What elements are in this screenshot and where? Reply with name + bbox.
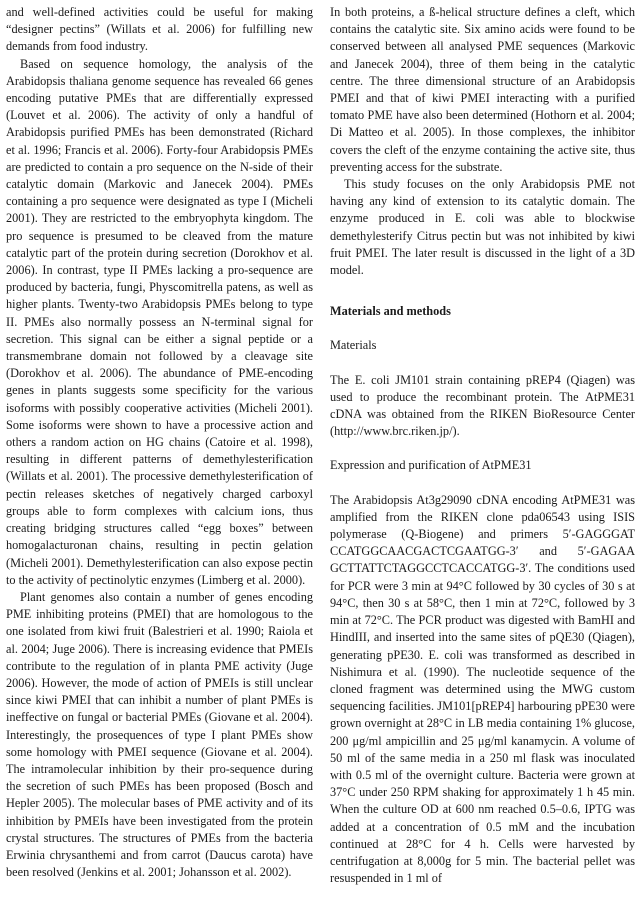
- right-paragraph-4: The Arabidopsis At3g29090 cDNA encoding AtPME31 was amplified from the RIKEN clone pda06543 using ISIS polymerase (Q-Biogene) and primers 5′-GAGGGAT CCATGGCAACGACTCGAATGG-3′ and 5′-GAGAA GCTTATTCTAGGCCTCACCATGG-3′. The conditions used for PCR were 3 min at 94°C followed by 30 cycles of 30 s at 94°C, then 30 s at 58°C, then 1 min at 72°C, followed by 3 min at 72°C. The PCR product was digested with BamHI and HindIII, and inserted into the same sites of pQE30 (Qiagen), generating pPE30. E. coli was transformed as described in Nishimura et al. (1990). The nucleotide sequence of the cloned fragment was determined using the MWG custom sequencing facilities. JM101[pREP4] harbouring pPE30 were grown overnight at 28°C in LB media containing 1% glucose, 200 μg/ml ampicillin and 25 μg/ml kanamycin. A volume of 50 ml of the same media in a 250 ml flask was inoculated with 0.5 ml of the overnight culture. Bacteria were grown at 37°C under 250 RPM shaking for approximately 1 h 45 min. When the culture OD at 600 nm reached 0.5–0.6, IPTG was added at a concentration of 0.5 mM and the incubation continued at 28°C for 4 h. Cells were harvested by centrifugation at 8,000g for 5 min. The bacterial pellet was resuspended in 1 ml of: [330, 492, 635, 886]
- subsection-heading-materials: Materials: [330, 338, 377, 353]
- right-paragraph-1: In both proteins, a ß-helical structure defines a cleft, which contains the catalytic site. Six amino acids were found to be conserved between all analysed PME sequences (Markovic and Janecek 2004), three of them being in the catalytic centre. The three dimensional structure of an Arabidopsis PMEI and that of kiwi PMEI interacting with a purified tomato PME have also been determined (Hothorn et al. 2004; Di Matteo et al. 2005). In those complexes, the inhibitor covers the cleft of the enzyme containing the active site, thus preventing access for the substrate.: [330, 5, 635, 174]
- left-paragraph-3: Plant genomes also contain a number of genes encoding PME inhibiting proteins (PMEI) that are homologous to the one isolated from kiwi fruit (Balestrieri et al. 1990; Raiola et al. 2004; Juge 2006). There is increasing evidence that PMEIs contribute to the regulation of in planta PME activity (Juge 2006). However, the mode of action of PMEIs is still unclear since kiwi PMEI that can inhibit a number of plant PMEs is ineffective on fungal or bacterial PMEs (Giovane et al. 2004). Interestingly, the prosequences of type I plant PMEs show some homology with PMEI sequence (Giovane et al. 2004). The intramolecular inhibition by their pro-sequence during the secretion of such PMEs has been proposed (Bosch and Hepler 2005). The molecular bases of PME activity and of its inhibition by PMEIs have been investigated from the protein crystal structures. The structures of PMEs from the bacteria Erwinia chrysanthemi and from carrot (Daucus carota) have been resolved (Jenkins et al. 2001; Johansson et al. 2002).: [6, 589, 313, 880]
- right-paragraph-3: The E. coli JM101 strain containing pREP4 (Qiagen) was used to produce the recombinant protein. The AtPME31 cDNA was obtained from the RIKEN BioResource Center (http://www.brc.riken.jp/).: [330, 372, 635, 439]
- spacer: [330, 355, 635, 372]
- subsection-heading-expression: Expression and purification of AtPME31: [330, 458, 532, 473]
- left-paragraph-1: and well-defined activities could be useful for making “designer pectins” (Willats et al. 2006) for fulfilling new demands from food industry.: [6, 5, 313, 54]
- left-column: [6, 4, 313, 881]
- spacer: [330, 320, 635, 337]
- right-paragraph-2: This study focuses on the only Arabidopsis PME not having any kind of extension to its catalytic domain. The enzyme produced in E. coli was able to blockwise demethylesterify Citrus pectin but was not inhibited by kiwi fruit PMEI. The later result is discussed in the light of a 3D model.: [330, 177, 635, 278]
- spacer: [330, 440, 635, 457]
- left-paragraph-2: Based on sequence homology, the analysis of the Arabidopsis thaliana genome sequence has revealed 66 genes encoding putative PMEs that are differentially expressed (Louvet et al. 2006). The activity of only a handful of Arabidopsis purified PMEs has been demonstrated (Richard et al. 1996; Francis et al. 2006). Forty-four Arabidopsis PMEs are predicted to contain a pro sequence on the N-side of their catalytic domain (Markovic and Janecek 2004). PMEs containing a pro sequence were designated as type I (Micheli 2001). They are restricted to the embryophyta kingdom. The pro sequence is presumed to be cleaved from the mature catalytic part of the protein during secretion (Dorokhov et al. 2006). In contrast, type II PMEs lacking a pro-sequence are produced by bacteria, fungi, Physcomitrella patens, as well as higher plants. Twenty-two Arabidopsis PMEs belong to type II. PMEs also normally possess an N-terminal signal for secretion. This signal can be either a signal peptide or a transmembrane domain not followed by a cleavage site (Dorokhov et al. 2006). The abundance of PME-encoding genes in plants suggests some specificity for the various isoforms with possibly cooperative activities (Micheli 2001). Some isoforms were shown to have a processive action and others a random action on HG chains (Catoire et al. 1998), resulting in different patterns of demethylesterification (Willats et al. 2001). The processive demethylesterification of pectin releases sketches of negatively charged carboxyl groups able to form complexes with calcium ions, thus creating bridging structures called “egg boxes” between homogalacturonan chains, resulting in pectin gelation (Micheli 2001). Demethylesterification can also expose pectin to the activity of pectinolytic enzymes (Limberg et al. 2000).: [6, 56, 313, 587]
- right-column: [330, 4, 635, 887]
- spacer: [330, 279, 635, 303]
- section-heading: Materials and methods: [330, 304, 451, 319]
- spacer: [330, 475, 635, 492]
